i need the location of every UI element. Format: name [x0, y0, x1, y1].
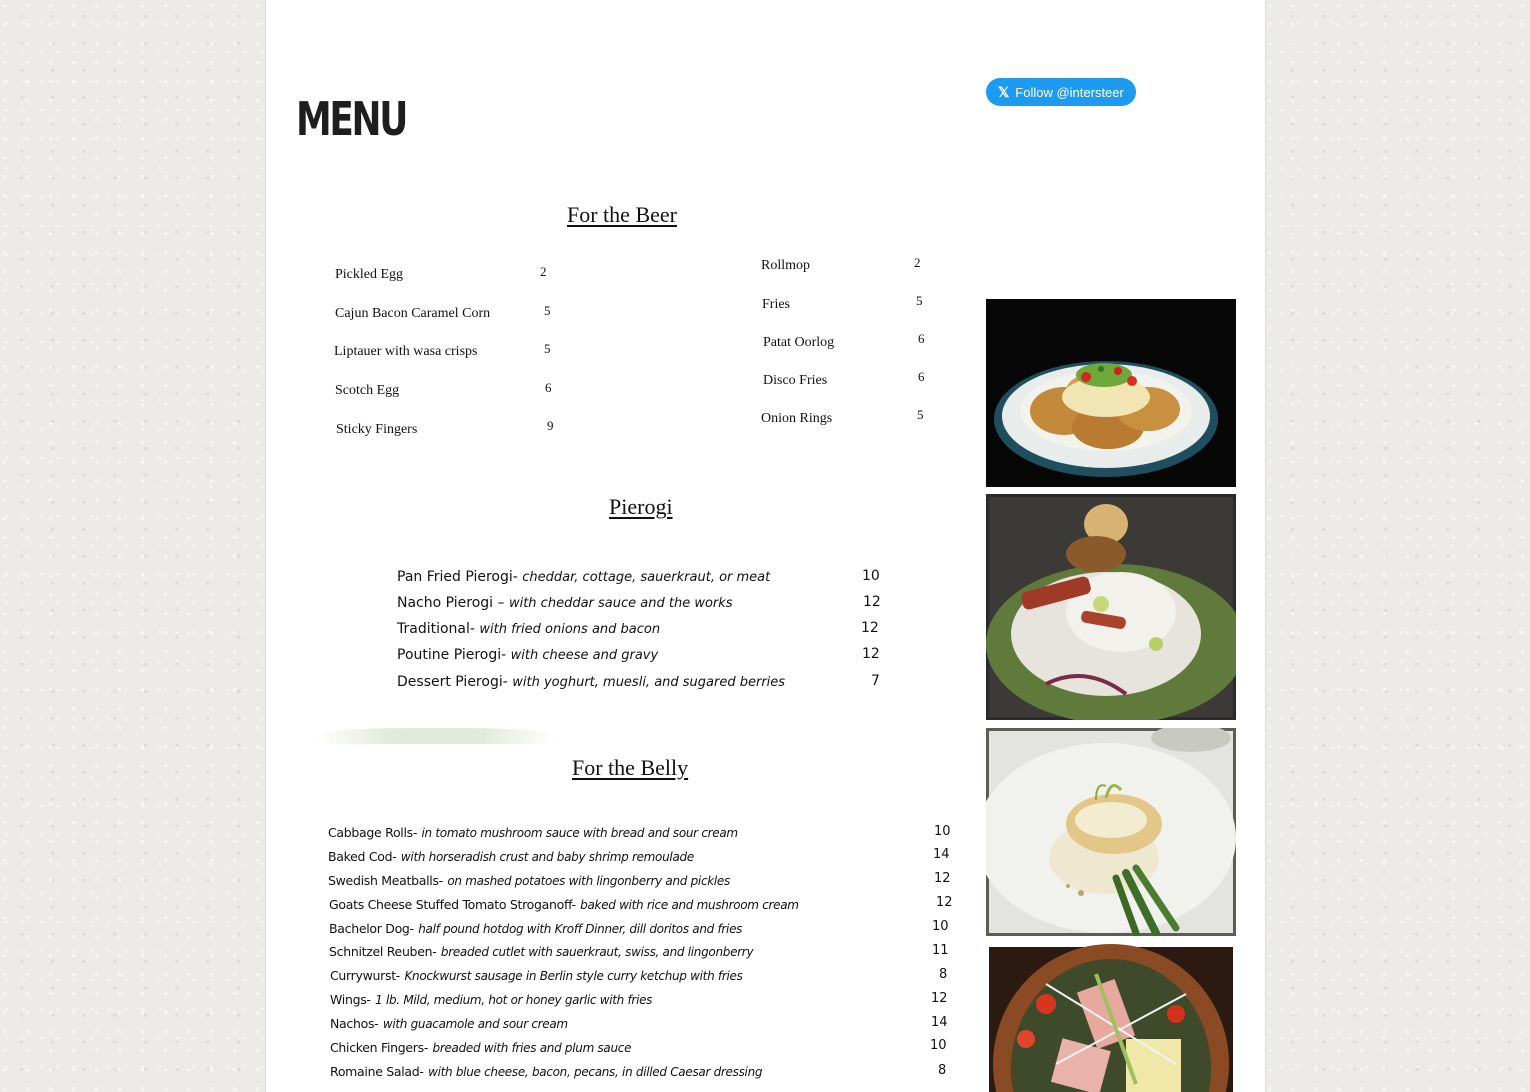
paper-smudge [316, 728, 556, 744]
dish-name: Nachos- [330, 1016, 379, 1031]
dish-name: Schnitzel Reuben- [329, 944, 437, 959]
snack-name: Cajun Bacon Caramel Corn [335, 306, 491, 321]
menu-item [328, 848, 694, 866]
snack-price: 6 [918, 369, 925, 384]
menu-item [397, 620, 660, 638]
page-title: MENU [296, 92, 407, 146]
snack-price: 5 [544, 303, 551, 318]
menu-item [397, 673, 785, 691]
menu-item [330, 967, 743, 985]
dish-name: Traditional- [397, 621, 475, 637]
dish-description: 1 lb. Mild, medium, hot or honey garlic with fries [375, 993, 653, 1007]
snack-name: Rollmop [761, 258, 811, 273]
snack-name: Patat Oorlog [763, 335, 835, 350]
menu-item [329, 896, 799, 914]
dish-description: half pound hotdog with Kroff Dinner, dill doritos and fries [418, 922, 743, 936]
menu-item [330, 1015, 568, 1033]
food-photo-salad-bacon[interactable] [986, 494, 1236, 720]
dish-name: Romaine Salad- [330, 1064, 424, 1079]
dish-description: cheddar, cottage, sauerkraut, or meat [522, 570, 771, 585]
dish-description: breaded cutlet with sauerkraut, swiss, and lingonberry [440, 945, 754, 959]
dish-description: baked with rice and mushroom cream [580, 898, 799, 912]
dish-price: 10 [862, 568, 880, 584]
dish-price: 11 [932, 943, 949, 958]
snack-name: Sticky Fingers [336, 422, 418, 437]
snack-name: Pickled Egg [335, 267, 404, 282]
dish-name: Chicken Fingers- [330, 1040, 429, 1055]
dish-price: 10 [934, 824, 951, 839]
dish-price: 12 [863, 594, 881, 610]
menu-item [330, 1039, 631, 1057]
dish-name: Nacho Pierogi – [397, 595, 505, 611]
dish-name: Goats Cheese Stuffed Tomato Stroganoff- [329, 897, 576, 912]
dish-description: on mashed potatoes with lingonberry and pickles [447, 874, 730, 888]
dish-price: 10 [930, 1038, 947, 1053]
snack-name: Disco Fries [763, 373, 828, 388]
follow-label: Follow @intersteer [1015, 84, 1124, 100]
section-heading-belly: For the Belly [572, 755, 689, 780]
snack-price: 9 [547, 418, 554, 433]
dish-name: Pan Fried Pierogi- [397, 569, 518, 585]
menu-image [266, 0, 966, 1092]
dish-name: Poutine Pierogi- [397, 647, 507, 663]
dish-price: 8 [939, 967, 948, 982]
snack-price: 6 [545, 380, 552, 395]
dish-price: 12 [934, 871, 951, 886]
dish-description: with blue cheese, bacon, pecans, in dilled Caesar dressing [428, 1065, 763, 1079]
snack-price: 2 [540, 264, 547, 279]
dish-name: Wings- [330, 992, 371, 1007]
dish-name: Baked Cod- [328, 849, 397, 864]
snack-name: Onion Rings [761, 411, 833, 426]
twitter-follow-button[interactable] [986, 78, 1136, 106]
dish-price: 14 [933, 847, 950, 862]
dish-description: Knockwurst sausage in Berlin style curry ketchup with fries [404, 969, 743, 983]
menu-item [329, 943, 753, 961]
menu-item [328, 872, 730, 890]
dish-description: with cheddar sauce and the works [508, 596, 733, 611]
food-photo-pierogi-nachos[interactable] [986, 299, 1236, 487]
dish-name: Currywurst- [330, 968, 401, 983]
page-container [265, 0, 1266, 1092]
dish-description: with guacamole and sour cream [382, 1017, 568, 1031]
dish-description: with horseradish crust and baby shrimp remoulade [400, 850, 694, 864]
menu-item [329, 920, 742, 938]
food-photo-ham-salad[interactable] [986, 944, 1236, 1092]
dish-price: 12 [936, 895, 953, 910]
dish-description: with fried onions and bacon [479, 622, 661, 637]
dish-price: 7 [871, 673, 880, 689]
snack-price: 6 [918, 331, 925, 346]
dish-price: 12 [861, 620, 879, 636]
snack-price: 5 [544, 341, 551, 356]
dish-name: Cabbage Rolls- [328, 825, 418, 840]
dish-name: Bachelor Dog- [329, 921, 414, 936]
snack-price: 2 [914, 255, 921, 270]
dish-price: 8 [938, 1063, 947, 1078]
snack-price: 5 [916, 293, 923, 308]
dish-description: with cheese and gravy [510, 648, 659, 663]
snack-price: 5 [917, 407, 924, 422]
snack-name: Fries [762, 297, 790, 312]
dish-description: with yoghurt, muesli, and sugared berries [512, 675, 786, 690]
menu-item [328, 824, 738, 842]
snack-name: Liptauer with wasa crisps [334, 344, 478, 359]
food-photo-fish-asparagus[interactable] [986, 728, 1236, 936]
dish-price: 12 [931, 991, 948, 1006]
dish-description: breaded with fries and plum sauce [432, 1041, 632, 1055]
dish-description: in tomato mushroom sauce with bread and sour cream [421, 826, 738, 840]
dish-name: Swedish Meatballs- [328, 873, 443, 888]
menu-item [397, 646, 658, 664]
dish-price: 12 [862, 646, 880, 662]
menu-item [330, 1063, 762, 1081]
menu-item [330, 991, 652, 1009]
section-heading-beer: For the Beer [567, 202, 677, 227]
snack-name: Scotch Egg [335, 383, 400, 398]
menu-item [397, 594, 733, 612]
dish-price: 10 [932, 919, 949, 934]
dish-price: 14 [931, 1015, 948, 1030]
dish-name: Dessert Pierogi- [397, 674, 508, 690]
section-heading-pierogi: Pierogi [609, 494, 673, 519]
menu-item [397, 568, 770, 586]
x-logo-icon: 𝕏 [998, 83, 1010, 100]
